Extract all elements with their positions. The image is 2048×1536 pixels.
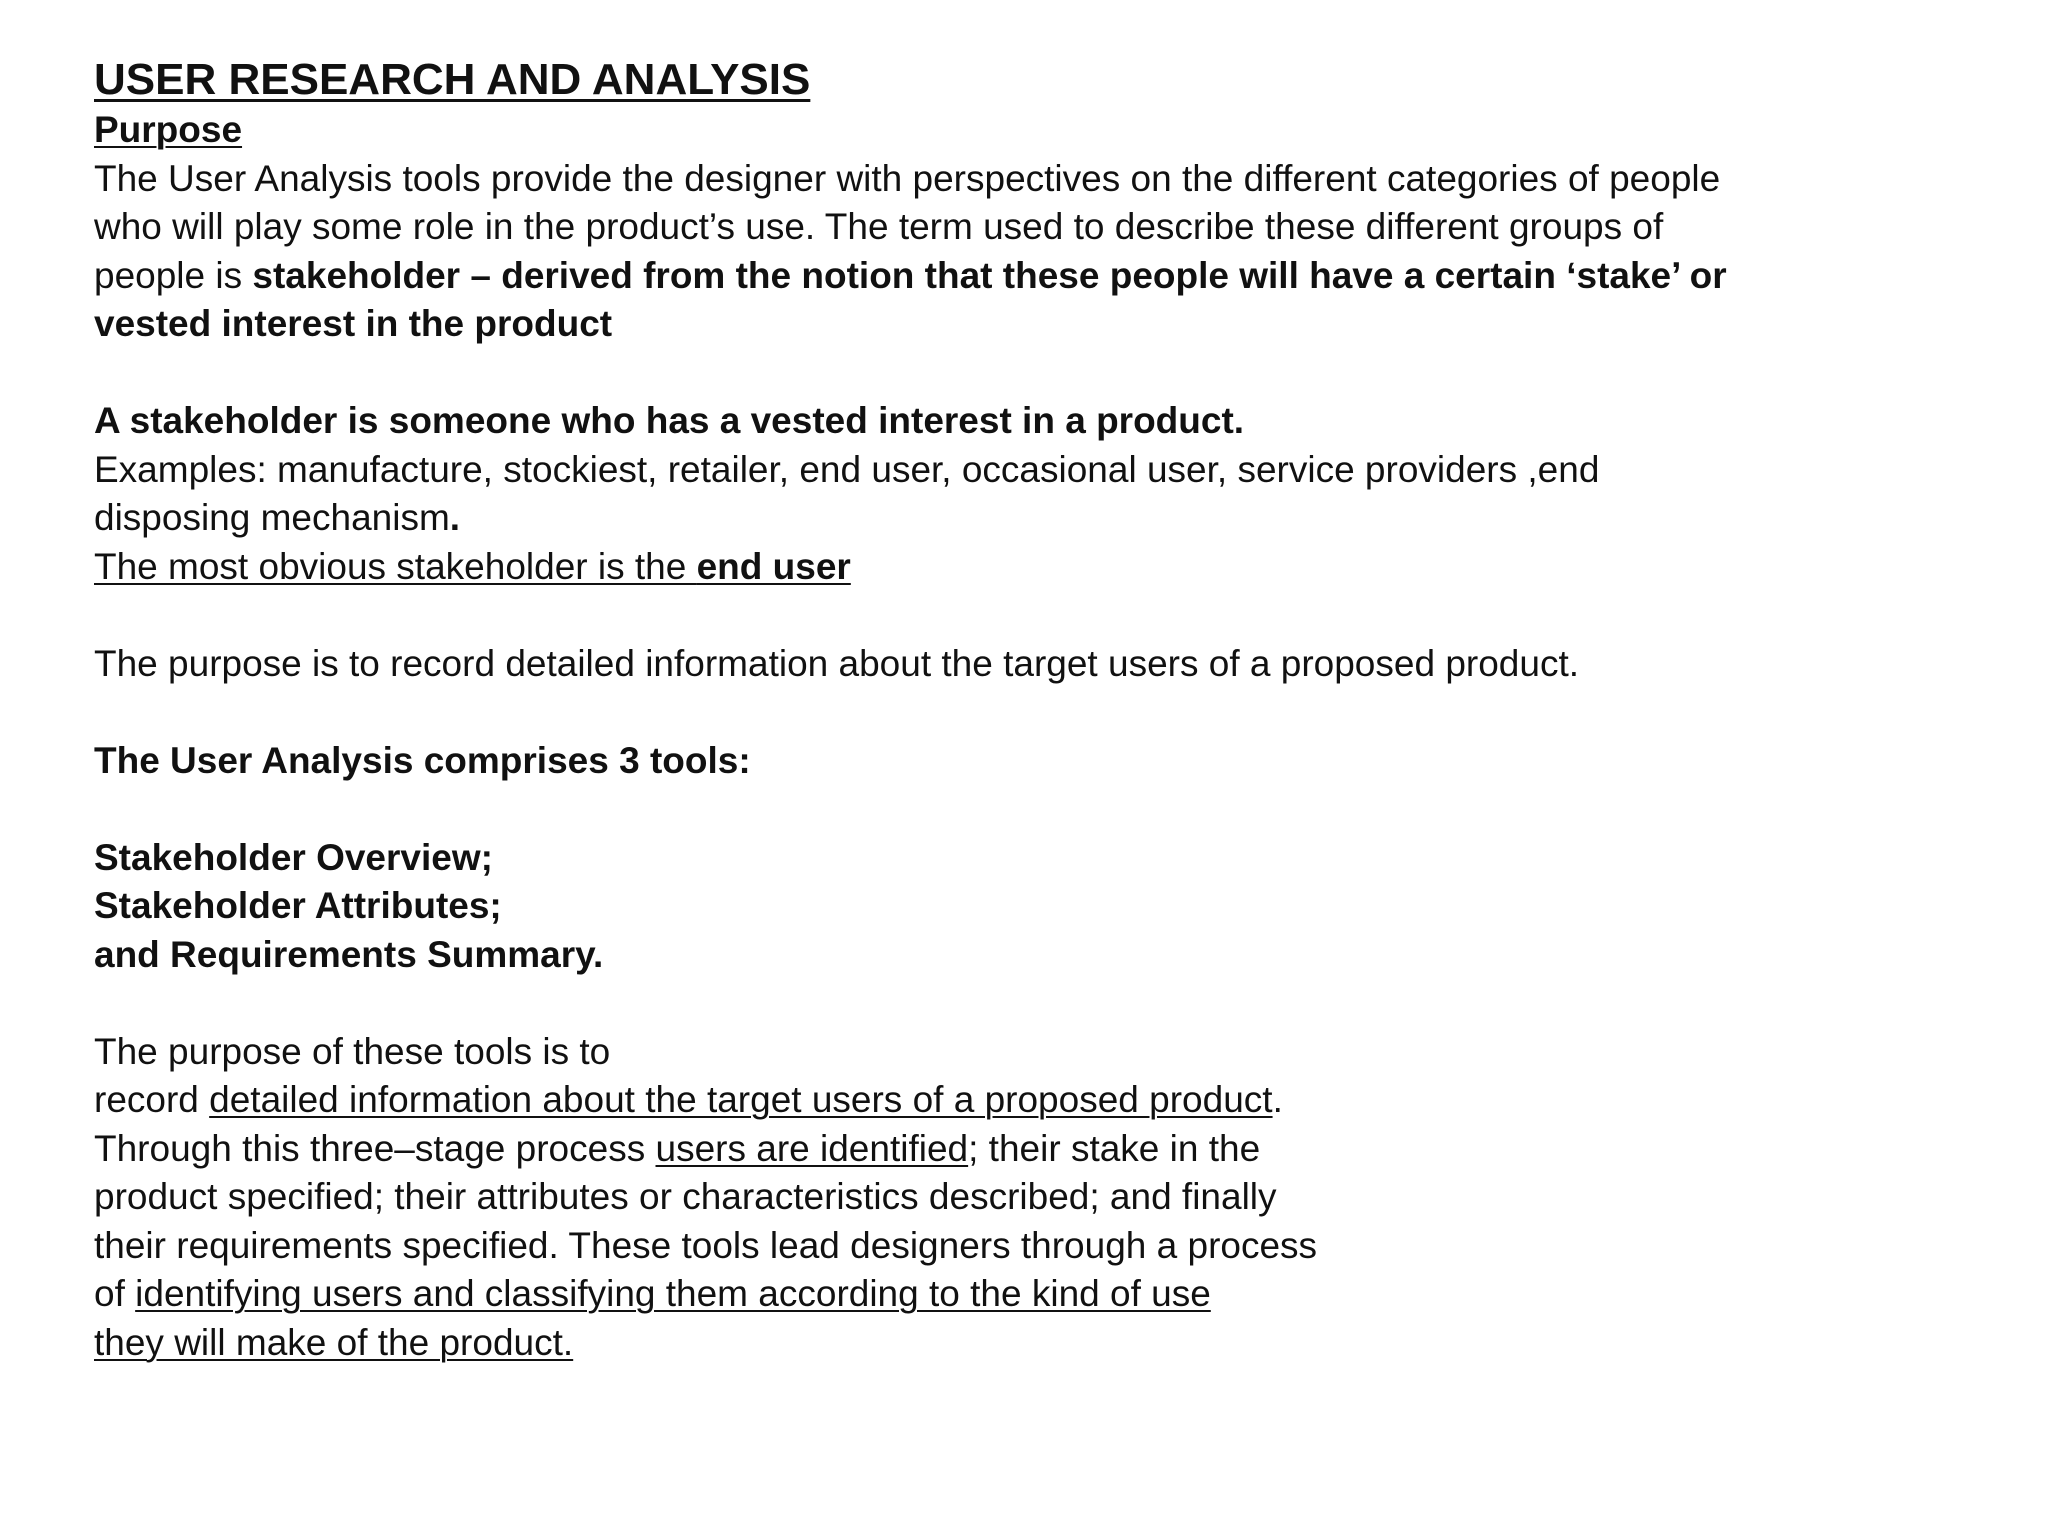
examples-line-2 — [94, 494, 1994, 543]
intro-line-3-plain: people is — [94, 254, 253, 296]
examples-paragraph — [94, 446, 1994, 543]
tools-heading: The User Analysis comprises 3 tools: — [94, 739, 751, 781]
closing-paragraph — [94, 1028, 1994, 1368]
closing-line-2 — [94, 1076, 1994, 1125]
closing-line-2-start: record — [94, 1079, 210, 1120]
spacer — [94, 591, 1994, 640]
closing-line-6 — [94, 1270, 1994, 1319]
end-user-bold: end user — [696, 545, 851, 587]
tool-item: Stakeholder Attributes; — [94, 885, 502, 926]
closing-line-5: their requirements specified. These tools lead designers through a process — [94, 1224, 1318, 1266]
intro-line-4: vested interest in the product — [94, 303, 613, 344]
closing-line-3 — [94, 1125, 1994, 1174]
closing-line-3-underlined: users are identified — [655, 1127, 969, 1169]
closing-line-2-end: . — [1272, 1079, 1283, 1120]
tool-item: and Requirements Summary. — [94, 933, 604, 975]
examples-line-1: Examples: manufacture, stockiest, retailer, end user, occasional user, service providers ,end — [94, 448, 1600, 490]
most-obvious-stakeholder — [94, 543, 1994, 592]
stakeholder-definition: A stakeholder is someone who has a vested interest in a product. — [94, 400, 1245, 441]
closing-line-6-underlined: identifying users and classifying them according to the kind of use — [135, 1273, 1211, 1314]
spacer — [94, 979, 1994, 1028]
spacer — [94, 349, 1994, 398]
document-page — [94, 52, 1994, 1367]
intro-line-3 — [94, 252, 1994, 301]
closing-line-7 — [94, 1319, 1994, 1368]
closing-line-6-start: of — [94, 1273, 136, 1314]
closing-line-3-start: Through this three–stage process — [94, 1127, 656, 1169]
intro-paragraph — [94, 155, 1994, 349]
most-obvious-text: The most obvious stakeholder is the — [94, 545, 697, 587]
tools-list — [94, 834, 1994, 980]
purpose-heading: Purpose — [94, 109, 243, 150]
stakeholder-definition-bold: stakeholder – derived from the notion that these people will have a certain ‘stake’ or — [252, 254, 1727, 296]
closing-line-2-underlined: detailed information about the target users of a proposed product — [209, 1079, 1273, 1120]
document-title: USER RESEARCH AND ANALYSIS — [94, 55, 811, 104]
tool-item: Stakeholder Overview; — [94, 836, 493, 878]
examples-line-2-text: disposing mechanism — [94, 497, 450, 538]
examples-line-2-period: . — [449, 497, 461, 538]
spacer — [94, 688, 1994, 737]
closing-line-7-underlined: they will make of the product. — [94, 1321, 574, 1363]
closing-line-1: The purpose of these tools is to — [94, 1030, 611, 1072]
intro-line-1: The User Analysis tools provide the designer with perspectives on the different categories of people — [94, 157, 1721, 199]
purpose-statement: The purpose is to record detailed information about the target users of a proposed product. — [94, 642, 1580, 684]
spacer — [94, 785, 1994, 834]
closing-line-4: product specified; their attributes or characteristics described; and finally — [94, 1176, 1277, 1217]
closing-line-3-end: ; their stake in the — [968, 1127, 1261, 1169]
intro-line-2: who will play some role in the product’s use. The term used to describe these different groups of — [94, 206, 1664, 247]
